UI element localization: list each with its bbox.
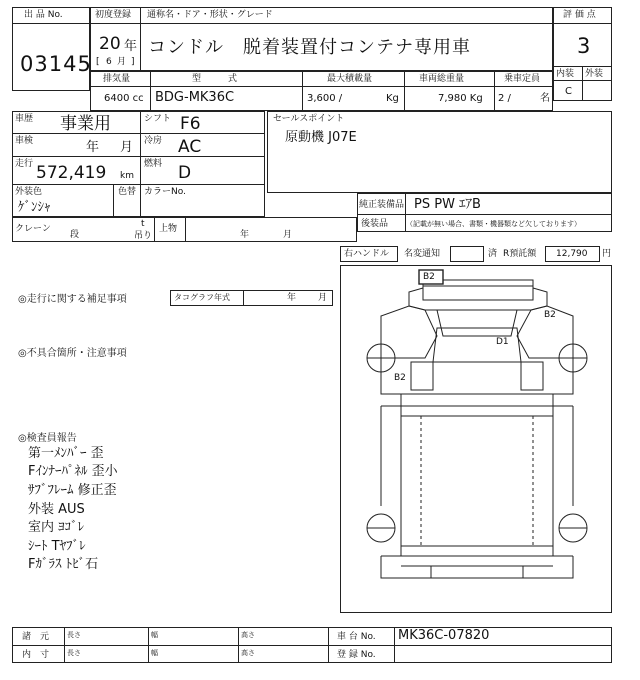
inspection-month: 月 (120, 140, 134, 155)
name-change-box (450, 246, 484, 262)
height-label-2: 高さ (241, 649, 255, 657)
length-label-2: 長さ (67, 649, 81, 657)
exterior-color-label: 外装色 (15, 187, 43, 197)
sales-point-label: セールスポイント (273, 114, 345, 124)
first-reg-year: 20 (99, 34, 121, 54)
max-load-label: 最大積載量 (327, 74, 373, 84)
supplement-label: ◎走行に関する補足事項 (18, 294, 127, 305)
width-label-2: 幅 (151, 649, 158, 657)
model-label: 型 式 (192, 74, 238, 84)
capacity-unit: 名 (540, 93, 550, 104)
inspection-label: 車検 (15, 136, 34, 146)
max-load-unit: Kg (386, 93, 399, 104)
gross-weight-label: 車両総重量 (419, 74, 465, 84)
truck-diagram (340, 265, 612, 613)
interior-dims-label: 内 寸 (22, 650, 50, 660)
first-reg-month: 6 (106, 57, 112, 67)
equipment-label: 純正装備品 (359, 200, 405, 210)
interior-grade: C (565, 86, 572, 97)
dims-label: 諸 元 (22, 632, 50, 642)
history: 事業用 (60, 114, 111, 134)
mileage: 572,419 (36, 163, 107, 183)
mark-right: B2 (544, 310, 556, 320)
steering: 右ハンドル (344, 249, 390, 259)
grade-value: 3 (577, 34, 591, 58)
yen: 円 (602, 249, 612, 259)
recycle-deposit: 12,790 (556, 249, 588, 259)
mark-left: B2 (394, 373, 406, 383)
exterior-color: ｹﾞﾝｼｬ (18, 200, 51, 215)
truck-diagram-drawing (341, 266, 613, 614)
inspector-line-6: ｼｰﾄ Tﾔﾌﾞﾚ (28, 539, 86, 554)
grade-label: 評 価 点 (563, 10, 596, 20)
year-unit: 年 (124, 39, 138, 54)
first-reg-label: 初度登録 (95, 10, 132, 20)
ac: AC (178, 137, 202, 157)
inspector-line-2: Fｲﾝﾅｰﾊﾟﾈﾙ 歪小 (28, 464, 118, 479)
defects-label: ◎不具合箇所・注意事項 (18, 348, 127, 359)
crane-month: 月 (283, 230, 293, 240)
month-unit: 月 (117, 57, 127, 67)
inspection-year: 年 (86, 140, 100, 155)
mileage-unit: km (120, 171, 134, 181)
color-no-label: 色替 (118, 187, 137, 197)
car-name-label: 通称名・ドア・形状・グレード (147, 10, 273, 20)
shift-label: シフト (144, 114, 172, 124)
max-load: 3,600 / (307, 93, 343, 104)
lot-label: 出 品 No. (24, 10, 63, 20)
car-name: コンドル 脱着装置付コンテナ専用車 (148, 37, 471, 58)
model: BDG-MK36C (155, 90, 235, 105)
ac-label: 冷房 (144, 136, 163, 146)
inspector-line-7: Fｶﾞﾗｽ ﾄﾋﾞ石 (28, 557, 99, 572)
recycle-label: 済 (488, 249, 498, 259)
chassis-number: MK36C-07820 (398, 628, 490, 643)
exterior-grade-label: 外装 (585, 69, 604, 79)
fuel-label: 燃料 (144, 159, 163, 169)
mileage-label: 走行 (15, 159, 34, 169)
gross-weight: 7,980 Kg (438, 93, 483, 104)
length-label-1: 長さ (67, 631, 81, 639)
recycle-deposit-label: R預託額 (503, 249, 537, 259)
aftermarket-note: （記載が無い場合、書類・機器類など欠しております） (406, 220, 581, 228)
capacity: 2 / (498, 93, 511, 104)
sales-point: 原動機 J07E (285, 130, 357, 145)
equipment: PS PW ｴｱB (414, 197, 481, 212)
inspector-line-3: ｻﾌﾞﾌﾚｰﾑ 修正歪 (28, 483, 117, 498)
capacity-label: 乗車定員 (504, 74, 541, 84)
inspector-line-1: 第一ﾒﾝﾊﾞｰ 歪 (28, 446, 104, 461)
tachograph-label: タコグラフ年式 (174, 293, 230, 302)
inspector-line-4: 外装 AUS (28, 502, 85, 517)
color-code-label: カラーNo. (144, 187, 186, 197)
lot-number: 03145 (20, 52, 92, 76)
crane-year: 年 (240, 230, 250, 240)
crane-lift: 吊り (134, 231, 153, 241)
interior-grade-label: 内装 (556, 69, 575, 79)
chassis-label: 車 台 No. (337, 632, 376, 642)
height-label-1: 高さ (241, 631, 255, 639)
displacement: 6400 cc (104, 93, 144, 104)
inspector-line-5: 室内 ﾖｺﾞﾚ (28, 520, 85, 535)
aftermarket-label: 後装品 (361, 219, 389, 229)
history-label: 車歴 (15, 114, 34, 124)
crane-label: クレーン (15, 224, 51, 234)
mark-top: B2 (423, 272, 435, 282)
fuel: D (178, 163, 192, 183)
displacement-label: 排気量 (103, 74, 131, 84)
name-change-label: 名変通知 (404, 249, 441, 259)
tachograph-year: 年 (287, 293, 297, 303)
tachograph-month: 月 (318, 293, 328, 303)
crane-t: t (141, 219, 145, 229)
crane-stage: 段 (70, 230, 80, 240)
shift: F6 (180, 114, 201, 134)
width-label-1: 幅 (151, 631, 158, 639)
reg-label: 登 録 No. (337, 650, 376, 660)
crane-top-label: 上物 (159, 224, 178, 234)
inspector-label: ◎検査員報告 (18, 433, 77, 444)
mark-windshield: D1 (496, 337, 509, 347)
